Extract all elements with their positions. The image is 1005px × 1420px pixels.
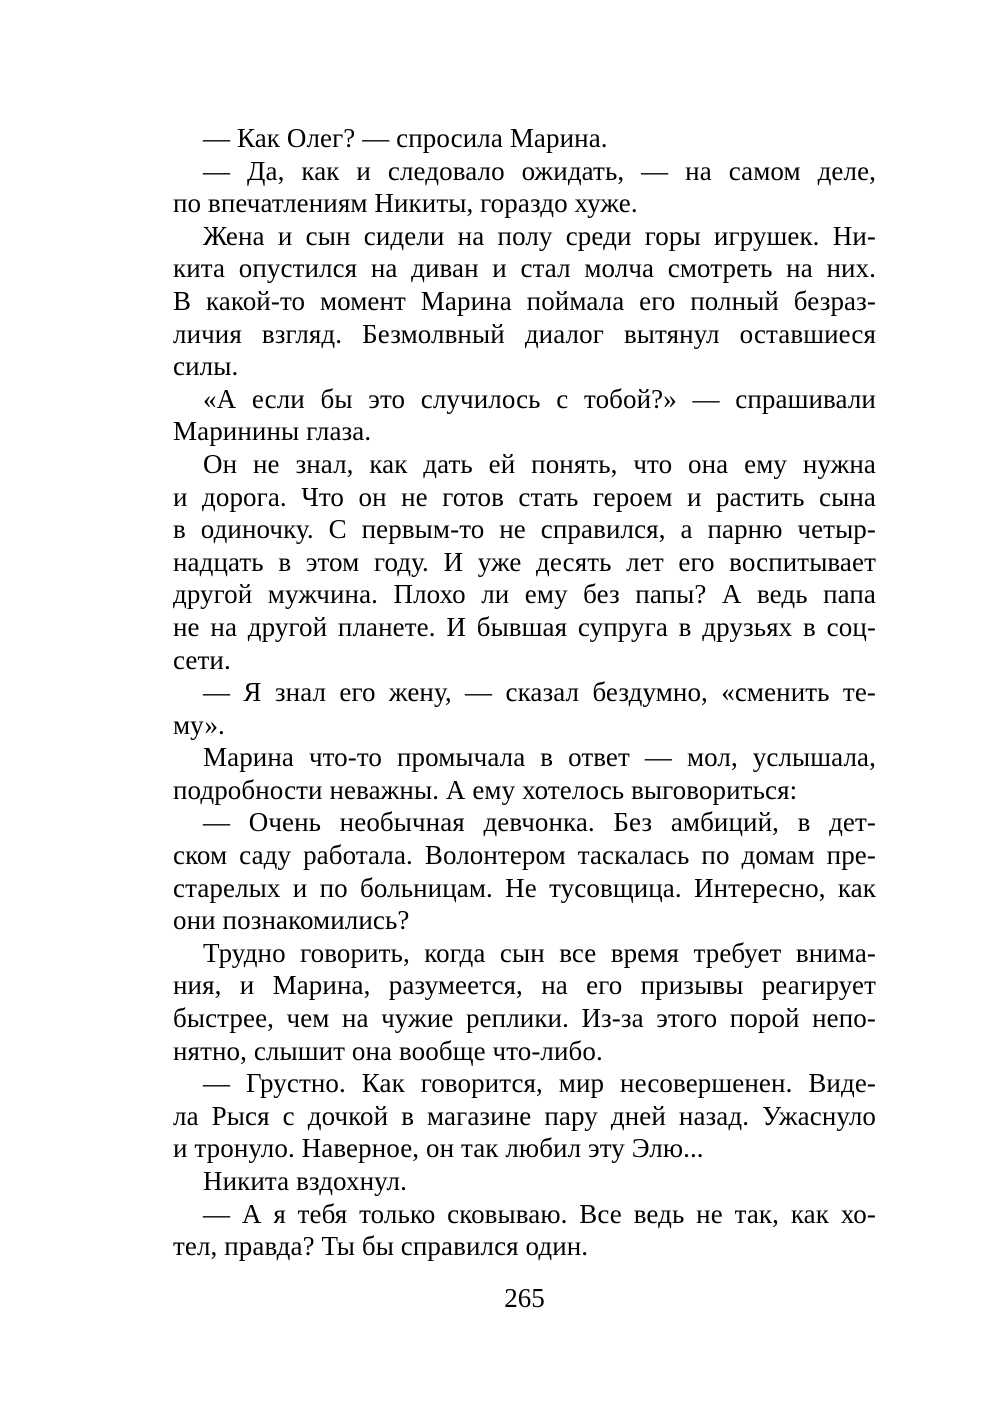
text-line: ском саду работала. Волонтером таскалась по домам пре-	[173, 840, 876, 871]
text-line: му».	[173, 709, 225, 740]
paragraph	[173, 676, 876, 741]
text-line: они познакомились?	[173, 905, 410, 936]
text-line: сети.	[173, 644, 231, 675]
text-line: не на другой планете. И бывшая супруга в друзьях в соц-	[173, 611, 876, 642]
text-line: Трудно говорить, когда сын все время требует внима-	[203, 937, 876, 968]
text-line: по впечатлениям Никиты, гораздо хуже.	[173, 188, 638, 219]
paragraph	[173, 383, 876, 448]
text-line: подробности неважны. А ему хотелось выговориться:	[173, 774, 798, 805]
text-line: другой мужчина. Плохо ли ему без папы? А ведь папа	[173, 579, 876, 610]
paragraph	[173, 1165, 876, 1198]
paragraph	[173, 155, 876, 220]
text-line: кита опустился на диван и стал молча смотреть на них.	[173, 253, 876, 284]
text-line: — Да, как и следовало ожидать, — на самом деле,	[203, 155, 876, 186]
paragraph	[173, 122, 876, 155]
text-line: и дорога. Что он не готов стать героем и растить сына	[173, 481, 876, 512]
paragraph	[173, 220, 876, 383]
text-line: Он не знал, как дать ей понять, что она ему нужна	[203, 448, 876, 479]
text-line: ния, и Марина, разумеется, на его призывы реагирует	[173, 970, 876, 1001]
text-line: Жена и сын сидели на полу среди горы игрушек. Ни-	[203, 220, 876, 251]
text-line: Марина что-то промычала в ответ — мол, услышала,	[203, 742, 876, 773]
text-line: быстрее, чем на чужие реплики. Из-за этого порой непо-	[173, 1003, 876, 1034]
paragraph	[173, 1198, 876, 1263]
text-line: надцать в этом году. И уже десять лет его воспитывает	[173, 546, 876, 577]
text-line: нятно, слышит она вообще что-либо.	[173, 1035, 603, 1066]
text-block	[173, 122, 876, 1263]
text-line: в одиночку. С первым-то не справился, а парню четыр-	[173, 514, 876, 545]
text-line: тел, правда? Ты бы справился один.	[173, 1231, 589, 1262]
paragraph	[173, 806, 876, 936]
text-line: — Грустно. Как говорится, мир несовершенен. Виде-	[203, 1068, 876, 1099]
text-line: Маринины глаза.	[173, 416, 372, 447]
paragraph	[173, 1067, 876, 1165]
text-line: ла Рыся с дочкой в магазине пару дней назад. Ужаснуло	[173, 1100, 876, 1131]
text-line: — Как Олег? — спросила Марина.	[203, 123, 608, 153]
text-line: личия взгляд. Безмолвный диалог вытянул оставшиеся	[173, 318, 876, 349]
text-line: — Очень необычная девчонка. Без амбиций, в дет-	[203, 807, 876, 838]
paragraph	[173, 937, 876, 1067]
text-line: — Я знал его жену, — сказал бездумно, «сменить те-	[203, 677, 876, 708]
text-line: старелых и по больницам. Не тусовщица. Интересно, как	[173, 872, 876, 903]
text-line: — А я тебя только сковываю. Все ведь не так, как хо-	[203, 1198, 876, 1229]
text-line: силы.	[173, 351, 239, 382]
text-line: «А если бы это случилось с тобой?» — спрашивали	[203, 383, 876, 414]
page-number: 265	[504, 1283, 545, 1313]
text-line: и тронуло. Наверное, он так любил эту Элю...	[173, 1133, 704, 1164]
text-line: Никита вздохнул.	[203, 1166, 407, 1196]
paragraph	[173, 448, 876, 676]
text-line: В какой-то момент Марина поймала его полный безраз-	[173, 285, 876, 316]
paragraph	[173, 741, 876, 806]
